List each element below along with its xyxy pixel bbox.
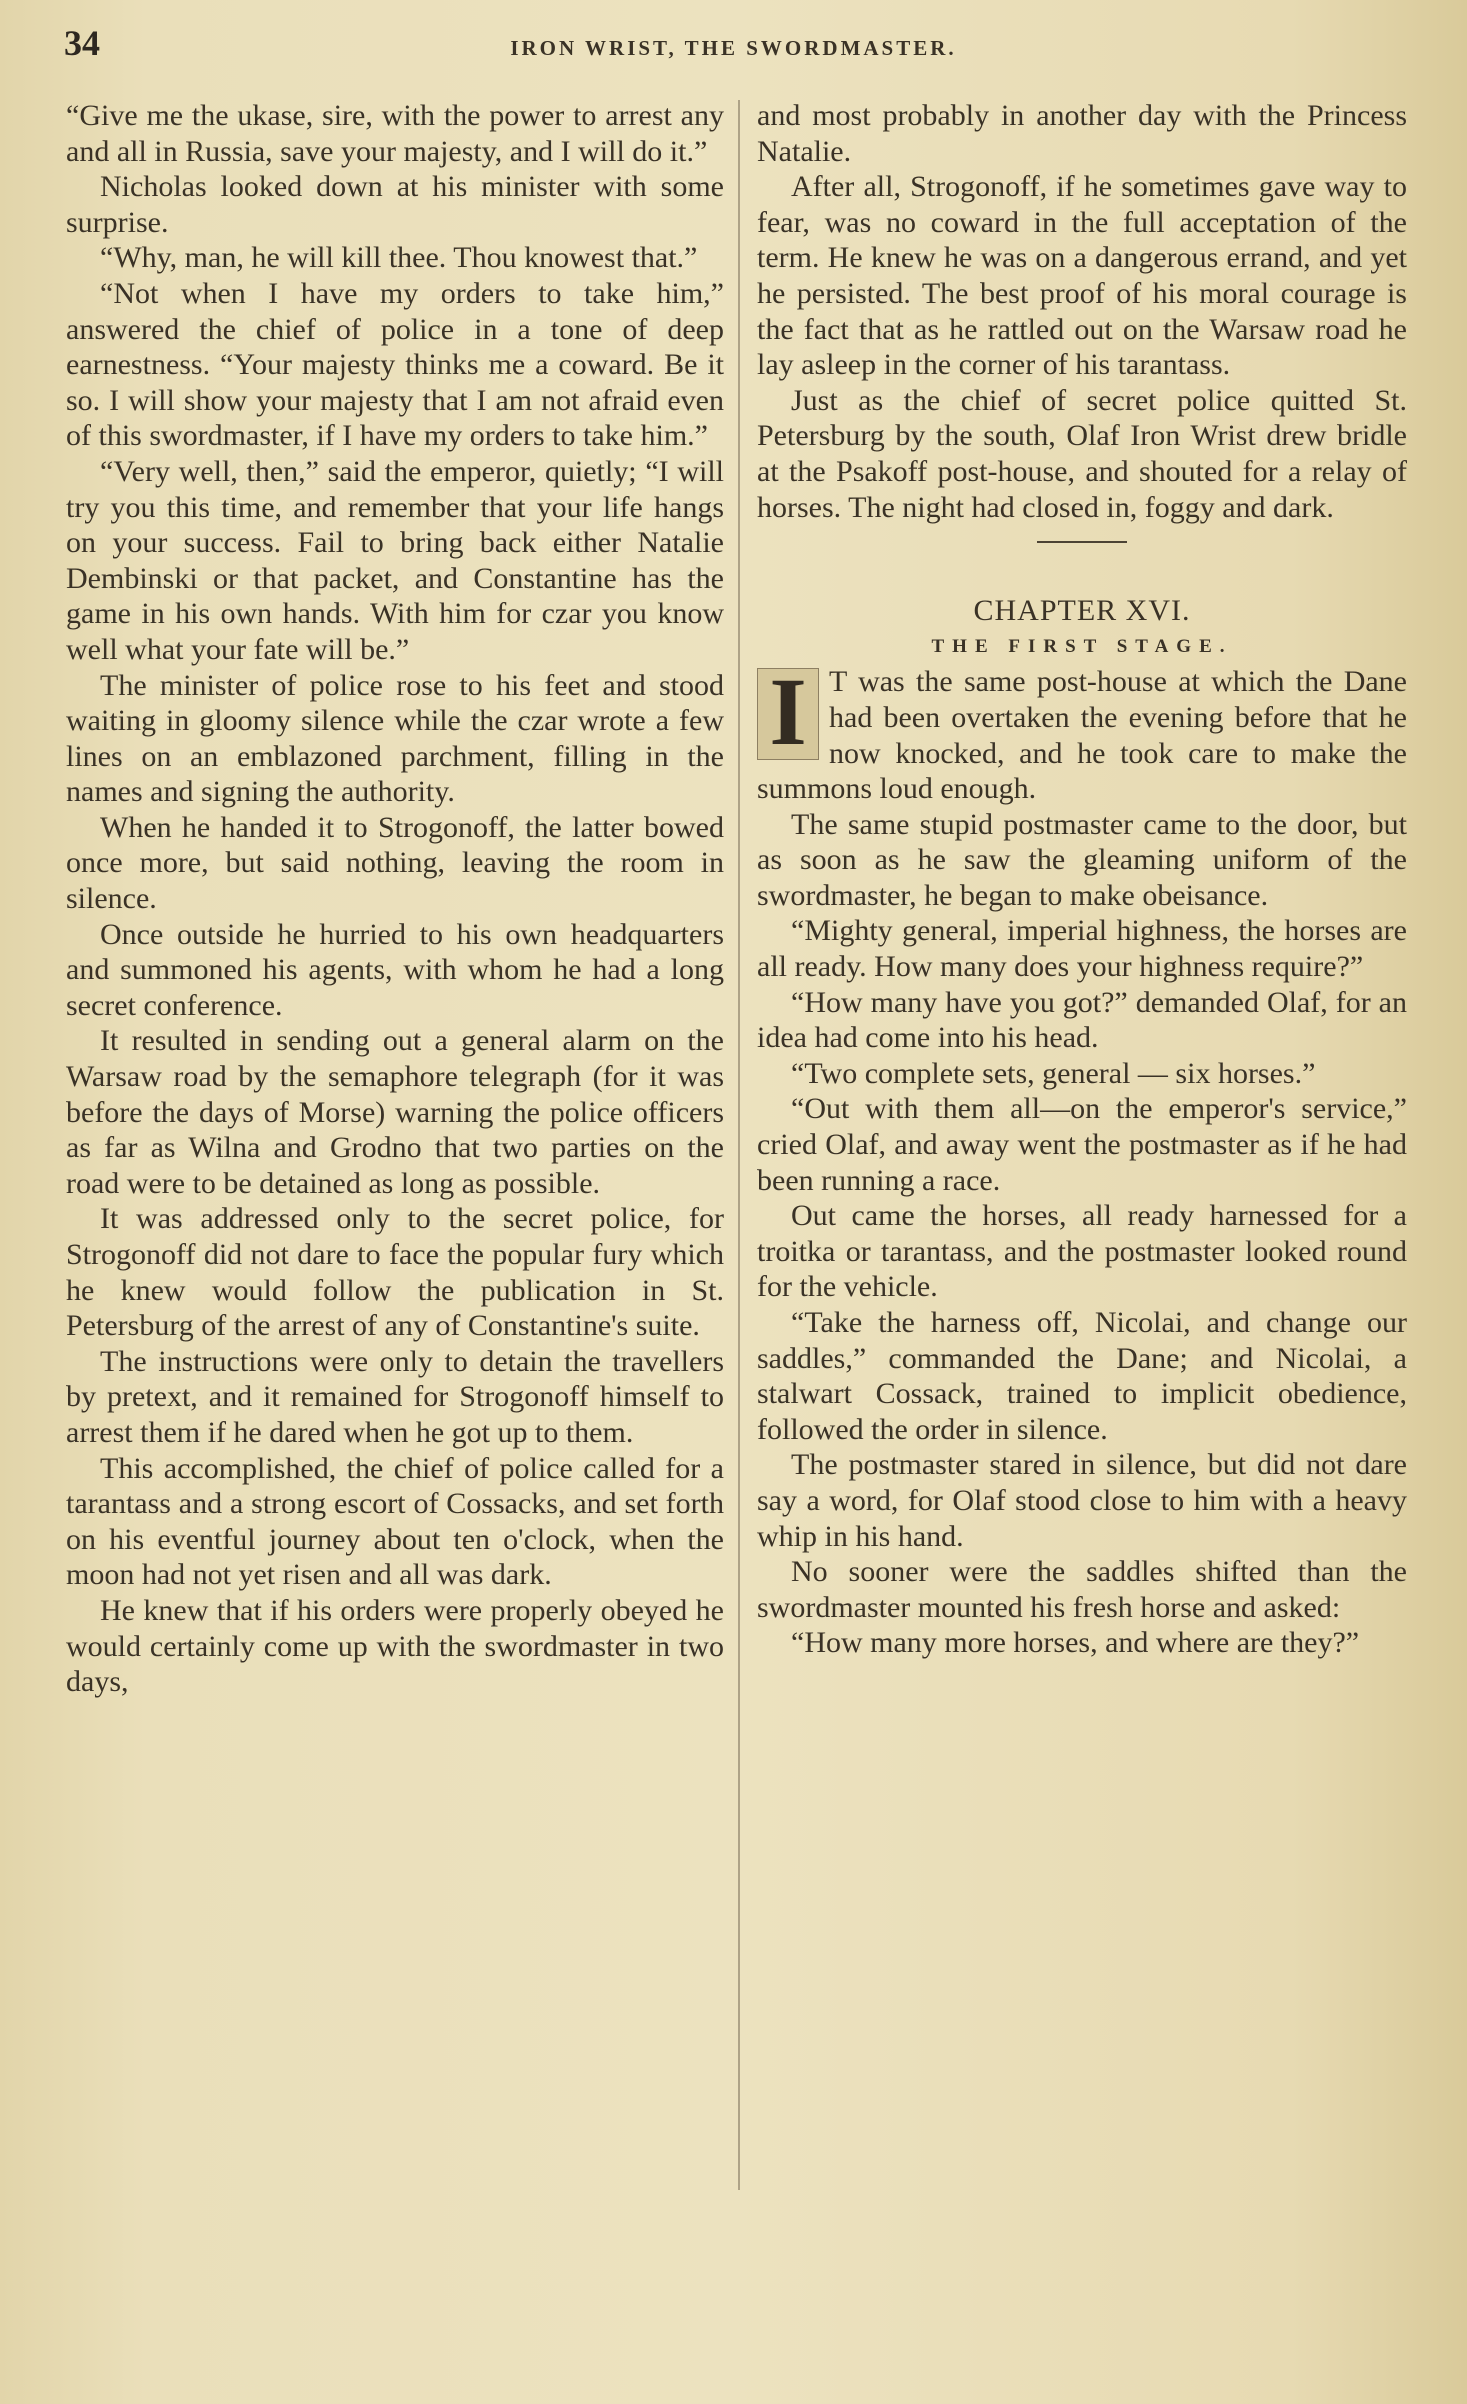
paragraph: When he handed it to Strogonoff, the latter bowed once more, but said nothing, leaving the room in silence. xyxy=(66,810,724,916)
paragraph: He knew that if his orders were properly obeyed he would certainly come up with the swordmaster in two days, xyxy=(66,1593,724,1699)
paragraph: “Give me the ukase, sire, with the power to arrest any and all in Russia, save your majesty, and I will do it.” xyxy=(66,99,724,168)
paragraph: “How many have you got?” demanded Olaf, for an idea had come into his head. xyxy=(757,985,1407,1055)
paragraph: After all, Strogonoff, if he sometimes gave way to fear, was no coward in the full acceptation of the term. He knew he was on a dangerous errand, and yet he persisted. The best proof of his moral courage is the fact that as he rattled out on the Warsaw road he lay asleep in the corner of his tarantass. xyxy=(757,170,1407,382)
paragraph: Once outside he hurried to his own headquarters and summoned his agents, with whom he had a long secret conference. xyxy=(66,917,724,1022)
running-title: IRON WRIST, THE SWORDMASTER. xyxy=(510,36,957,60)
paragraph: and most probably in another day with the Princess Natalie. xyxy=(757,99,1407,168)
section-divider xyxy=(1037,541,1127,543)
paragraph: “How many more horses, and where are they?” xyxy=(791,1626,1360,1660)
paragraph: This accomplished, the chief of police called for a tarantass and a strong escort of Cossacks, and set forth on his eventful journey about ten o'clock, when the moon had not yet risen and all was dark. xyxy=(66,1451,724,1592)
paragraph: The instructions were only to detain the travellers by pretext, and it remained for Strogonoff himself to arrest them if he dared when he got up to them. xyxy=(66,1344,724,1449)
chapter-title: CHAPTER XVI. xyxy=(973,594,1191,628)
paragraph: It was addressed only to the secret police, for Strogonoff did not dare to face the popular fury which he knew would follow the publication in St. Petersburg of the arrest of any of Constantine's suite. xyxy=(66,1202,724,1343)
paragraph: Nicholas looked down at his minister with some surprise. xyxy=(66,170,724,239)
paragraph: The postmaster stared in silence, but did not dare say a word, for Olaf stood close to him with a heavy whip in his hand. xyxy=(757,1448,1407,1553)
paragraph: Out came the horses, all ready harnessed for a troitka or tarantass, and the postmaster looked round for the vehicle. xyxy=(757,1199,1407,1304)
paragraph: “Out with them all—on the emperor's service,” cried Olaf, and away went the postmaster as if he had been running a race. xyxy=(757,1092,1407,1197)
drop-cap: I xyxy=(757,668,819,760)
column-rule xyxy=(738,100,740,2190)
paragraph: “Why, man, he will kill thee. Thou knowest that.” xyxy=(100,241,698,275)
paragraph: “Mighty general, imperial highness, the horses are all ready. How many does your highness require?” xyxy=(757,914,1407,984)
paragraph: The same stupid postmaster came to the door, but as soon as he saw the gleaming uniform of the swordmaster, he began to make obeisance. xyxy=(757,807,1407,912)
page-number: 34 xyxy=(64,23,100,63)
left-column xyxy=(66,98,724,1700)
paragraph: Just as the chief of secret police quitted St. Petersburg by the south, Olaf Iron Wrist drew bridle at the Psakoff post-house, and shouted for a relay of horses. The night had closed in, foggy and dark. xyxy=(757,383,1407,524)
paragraph: No sooner were the saddles shifted than the swordmaster mounted his fresh horse and asked: xyxy=(757,1555,1407,1624)
paragraph: “Not when I have my orders to take him,” answered the chief of police in a tone of deep earnestness. “Your majesty thinks me a coward. Be it so. I will show your majesty that I am not afraid even of this swordmaster, if I have my orders to take him.” xyxy=(66,276,724,453)
paragraph: “Very well, then,” said the emperor, quietly; “I will try you this time, and remember that your life hangs on your success. Fail to bring back either Natalie Dembinski or that packet, and Constantine has the game in his own hands. With him for czar you know well what your fate will be.” xyxy=(66,454,724,666)
right-column xyxy=(757,98,1407,1661)
paragraph: The minister of police rose to his feet and stood waiting in gloomy silence while the czar wrote a few lines on an emblazoned parchment, filling in the names and signing the authority. xyxy=(66,668,724,809)
paragraph: “Take the harness off, Nicolai, and change our saddles,” commanded the Dane; and Nicolai, a stalwart Cossack, trained to implicit obedience, followed the order in silence. xyxy=(757,1306,1407,1446)
chapter-opening-paragraph xyxy=(757,658,1407,806)
chapter-subtitle: THE FIRST STAGE. xyxy=(931,635,1233,657)
paragraph: “Two complete sets, general — six horses.” xyxy=(791,1056,1316,1090)
opening-text: T was the same post-house at which the Dane had been overtaken the evening before that he now knocked, and he took care to make the summons loud enough. xyxy=(757,665,1407,806)
paragraph: It resulted in sending out a general alarm on the Warsaw road by the semaphore telegraph (for it was before the days of Morse) warning the police officers as far as Wilna and Grodno that two parties on the road were to be detained as long as possible. xyxy=(66,1024,724,1200)
